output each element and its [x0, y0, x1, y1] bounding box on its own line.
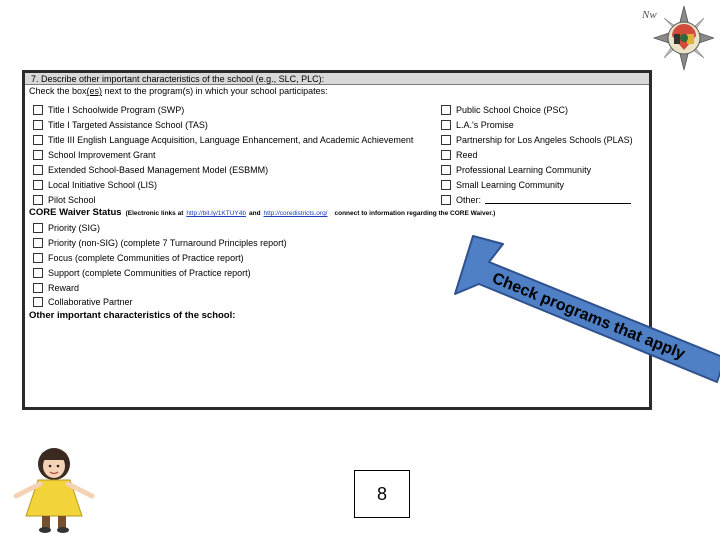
checkbox[interactable] [441, 195, 451, 205]
program-checkbox-row[interactable]: Reed [441, 148, 478, 161]
waiver-link-2[interactable]: http://coredistricts.org/ [263, 210, 328, 217]
instruction-text: Check the box(es) next to the program(s) in which your school participates: [29, 86, 328, 96]
checkbox[interactable] [33, 150, 43, 160]
waiver-link-1[interactable]: http://bit.ly/1KTUY4b [186, 210, 246, 217]
program-checkbox-row[interactable]: Local Initiative School (LIS) [33, 178, 157, 191]
checkbox[interactable] [441, 105, 451, 115]
checkbox[interactable] [33, 105, 43, 115]
core-waiver-status-line: CORE Waiver Status (Electronic links at http://bit.ly/1KTUY4b and http://coredistricts.org/ connect to information regarding the CORE Waiver.) [29, 207, 496, 218]
question-header: 7. Describe other important characteristics of the school (e.g., SLC, PLC): [25, 73, 649, 85]
checkbox[interactable] [33, 180, 43, 190]
program-checkbox-row[interactable]: Title I Schoolwide Program (SWP) [33, 103, 184, 116]
waiver-checkbox-row[interactable]: Priority (SIG) [33, 221, 100, 234]
checkbox[interactable] [33, 135, 43, 145]
checkbox[interactable] [33, 238, 43, 248]
checkbox[interactable] [33, 223, 43, 233]
checkbox[interactable] [441, 180, 451, 190]
waiver-checkbox-row[interactable]: Priority (non-SIG) (complete 7 Turnaround Principles report) [33, 236, 287, 249]
program-checkbox-row[interactable]: Title I Targeted Assistance School (TAS) [33, 118, 208, 131]
waiver-checkbox-row[interactable]: Collaborative Partner [33, 295, 133, 308]
girl-clipart-icon [8, 446, 100, 536]
checkbox[interactable] [33, 253, 43, 263]
program-checkbox-row[interactable]: Small Learning Community [441, 178, 564, 191]
checkbox[interactable] [33, 297, 43, 307]
other-characteristics-label: Other important characteristics of the school: [29, 310, 236, 321]
page-number: 8 [354, 470, 410, 518]
program-checkbox-row[interactable]: L.A.'s Promise [441, 118, 514, 131]
checkbox[interactable] [33, 120, 43, 130]
checkbox[interactable] [33, 268, 43, 278]
checkbox[interactable] [441, 150, 451, 160]
school-seal-logo-icon [640, 2, 714, 72]
checkbox[interactable] [33, 195, 43, 205]
callout-text: Check programs that apply [489, 270, 688, 364]
checkbox[interactable] [441, 135, 451, 145]
program-checkbox-row[interactable]: Title III English Language Acquisition, Language Enhancement, and Academic Achievement [33, 133, 413, 146]
svg-text:Nw: Nw [642, 9, 657, 21]
program-checkbox-row[interactable]: Professional Learning Community [441, 163, 591, 176]
program-checkbox-row[interactable]: School Improvement Grant [33, 148, 156, 161]
other-program-row[interactable]: Other: [441, 193, 631, 206]
checkbox[interactable] [33, 283, 43, 293]
program-checkbox-row[interactable]: Partnership for Los Angeles Schools (PLAS) [441, 133, 633, 146]
checkbox[interactable] [441, 120, 451, 130]
checkbox[interactable] [33, 165, 43, 175]
waiver-checkbox-row[interactable]: Reward [33, 281, 79, 294]
waiver-checkbox-row[interactable]: Support (complete Communities of Practice report) [33, 266, 251, 279]
program-checkbox-row[interactable]: Pilot School [33, 193, 96, 206]
waiver-checkbox-row[interactable]: Focus (complete Communities of Practice report) [33, 251, 244, 264]
program-checkbox-row[interactable]: Extended School-Based Management Model (ESBMM) [33, 163, 268, 176]
other-text-field[interactable] [485, 195, 631, 204]
checkbox[interactable] [441, 165, 451, 175]
program-checkbox-row[interactable]: Public School Choice (PSC) [441, 103, 568, 116]
